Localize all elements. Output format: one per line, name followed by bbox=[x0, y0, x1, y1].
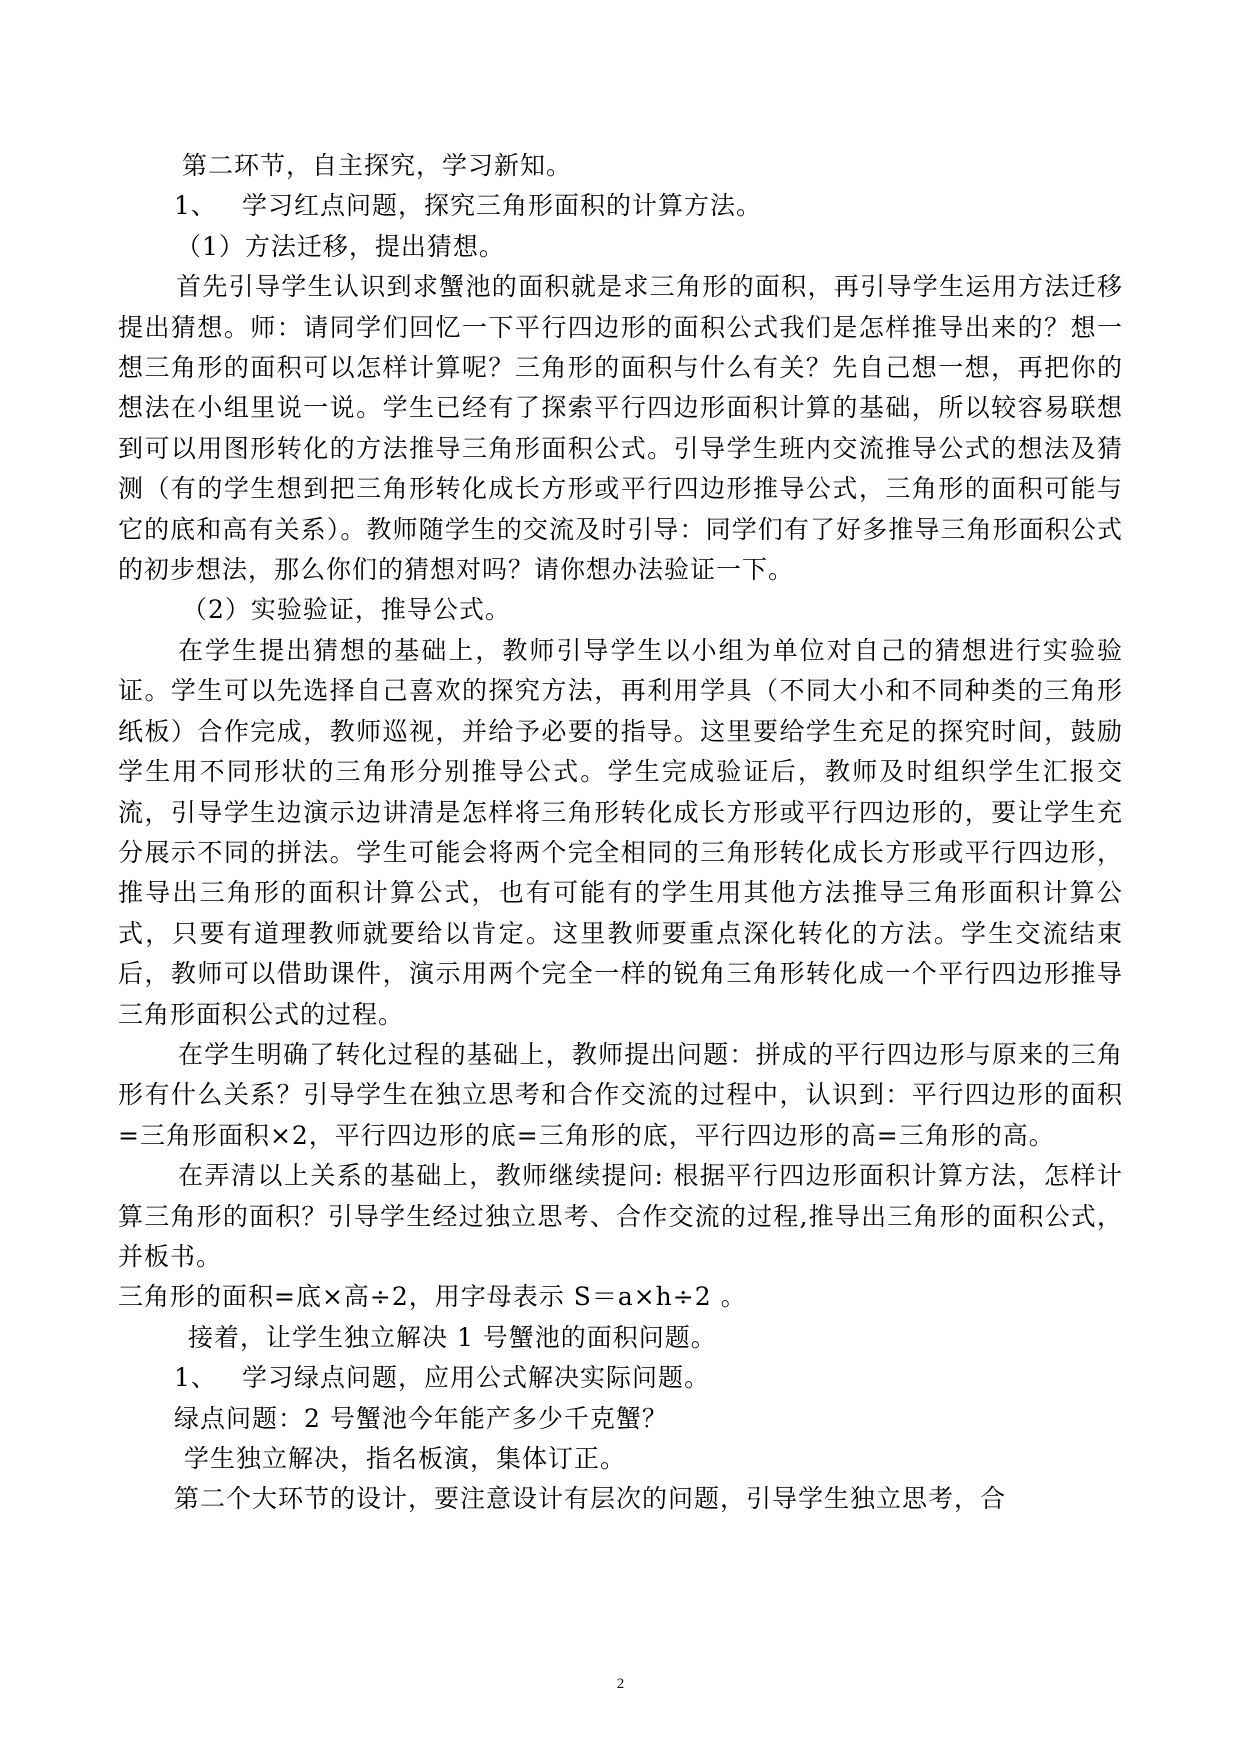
body-paragraph: 绿点问题：2 号蟹池今年能产多少千克蟹？ bbox=[174, 1403, 668, 1433]
formula-line: 三角形的面积=底×高÷2，用字母表示 S＝a×h÷2 。 bbox=[118, 1282, 747, 1312]
body-paragraph: 接着，让学生独立解决 1 号蟹池的面积问题。 bbox=[188, 1322, 717, 1352]
body-paragraph: 第二个大环节的设计，要注意设计有层次的问题，引导学生独立思考，合 bbox=[174, 1484, 1007, 1514]
body-paragraph: 学生独立解决，指名板演，集体订正。 bbox=[184, 1444, 627, 1473]
list-number: 1、 bbox=[174, 1363, 217, 1393]
body-paragraph: 首先引导学生认识到求蟹池的面积就是求三角形的面积，再引导学生运用方法迁移提出猜想。师：请同学们回忆一下平行四边形的面积公式我们是怎样推导出来的？想一想三角形的面积可以怎样计算呢？三角形的面积与什么有关？先自己想一想，再把你的想法在小组里说一说。学生已经有了探索平行四边形面积计算的基础，所以较容易联想到可以用图形转化的方法推导三角形面积公式。引导学生班内交流推导公式的想法及猜测（有的学生想到把三角形转化成长方形或平行四边形推导公式，三角形的面积可能与它的底和高有关系）。教师随学生的交流及时引导：同学们有了好多推导三角形面积公式的初步想法，那么你们的猜想对吗？请你想办法验证一下。 bbox=[118, 272, 1123, 585]
body-paragraph: 在学生明确了转化过程的基础上，教师提出问题：拼成的平行四边形与原来的三角形有什么关系？引导学生在独立思考和合作交流的过程中，认识到：平行四边形的面积=三角形面积×2，平行四边形的底=三角形的底，平行四边形的高=三角形的高。 bbox=[118, 1039, 1123, 1150]
list-item bbox=[118, 186, 1123, 226]
list-number: 1、 bbox=[174, 191, 217, 221]
sub-heading: （1）方法迁移，提出猜想。 bbox=[176, 231, 505, 261]
sub-heading: （2）实验验证，推导公式。 bbox=[182, 595, 511, 625]
body-paragraph: 在学生提出猜想的基础上，教师引导学生以小组为单位对自己的猜想进行实验验证。学生可以先选择自己喜欢的探究方法，再利用学具（不同大小和不同种类的三角形纸板）合作完成，教师巡视，并给予必要的指导。这里要给学生充足的探究时间，鼓励学生用不同形状的三角形分别推导公式。学生完成验证后，教师及时组织学生汇报交流，引导学生边演示边讲清是怎样将三角形转化成长方形或平行四边形的，要让学生充分展示不同的拼法。学生可能会将两个完全相同的三角形转化成长方形或平行四边形，推导出三角形的面积计算公式，也有可能有的学生用其他方法推导三角形面积计算公式，只要有道理教师就要给以肯定。这里教师要重点深化转化的方法。学生交流结束后，教师可以借助课件，演示用两个完全一样的锐角三角形转化成一个平行四边形推导三角形面积公式的过程。 bbox=[118, 635, 1123, 1029]
list-item bbox=[118, 1358, 1123, 1398]
list-item-text: 学习绿点问题，应用公式解决实际问题。 bbox=[242, 1363, 711, 1393]
page-number: 2 bbox=[616, 1676, 625, 1692]
document-body bbox=[118, 146, 1123, 1520]
section-heading: 第二环节，自主探究，学习新知。 bbox=[182, 151, 573, 180]
list-item-text: 学习红点问题，探究三角形面积的计算方法。 bbox=[242, 191, 763, 221]
body-paragraph: 在弄清以上关系的基础上，教师继续提问: 根据平行四边形面积计算方法，怎样计算三角形的面积？引导学生经过独立思考、合作交流的过程,推导出三角形的面积公式，并板书。 bbox=[118, 1161, 1123, 1271]
